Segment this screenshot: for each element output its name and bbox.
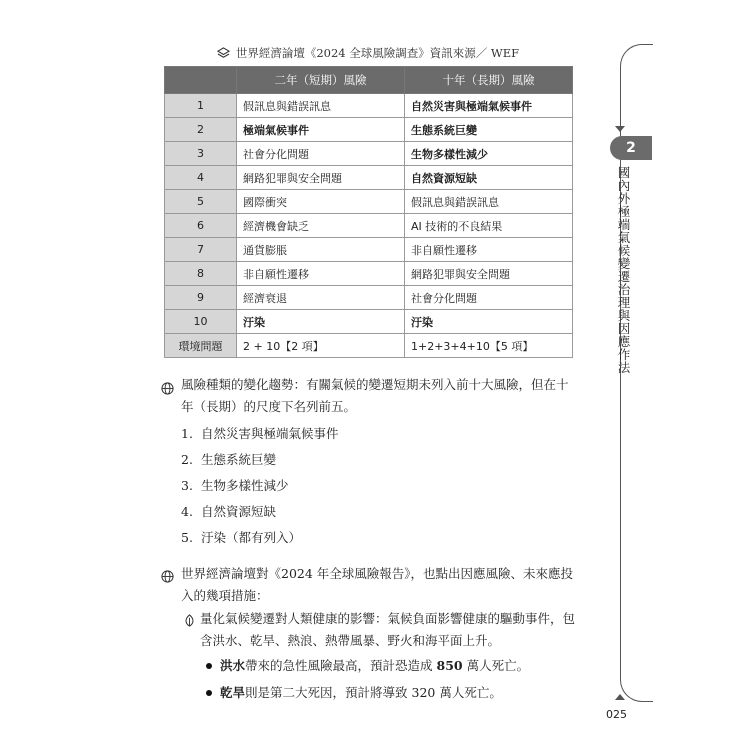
table-row bbox=[165, 118, 573, 142]
bullet-dot-icon bbox=[206, 690, 212, 696]
short-term-risk-cell: 非自願性遷移 bbox=[237, 262, 405, 286]
list-index: 4. bbox=[181, 504, 193, 519]
list-text: 自然資源短缺 bbox=[201, 504, 277, 519]
arrow-up-icon bbox=[615, 694, 625, 700]
table-row bbox=[165, 262, 573, 286]
rank-cell: 2 bbox=[165, 118, 237, 142]
list-index: 3. bbox=[181, 478, 193, 493]
list-text: 自然災害與極端氣候事件 bbox=[201, 426, 339, 441]
para2-line2: 入的幾項措施： bbox=[181, 588, 269, 603]
page-number: 025 bbox=[606, 708, 627, 721]
stack-icon bbox=[217, 47, 230, 60]
rank-cell: 10 bbox=[165, 310, 237, 334]
short-term-risk-cell: 經濟衰退 bbox=[237, 286, 405, 310]
risk-table bbox=[164, 66, 573, 358]
globe-icon bbox=[161, 570, 174, 583]
bullet-text: 則是第二大死因，預計將導致 bbox=[245, 685, 412, 700]
bullet-dot-icon bbox=[206, 663, 212, 669]
short-term-risk-cell: 汙染 bbox=[237, 310, 405, 334]
short-term-risk-cell: 假訊息與錯誤訊息 bbox=[237, 94, 405, 118]
globe-icon bbox=[161, 382, 174, 395]
bullet-text: 帶來的急性風險最高，預計恐造成 bbox=[245, 658, 437, 673]
table-row bbox=[165, 142, 573, 166]
rank-cell: 8 bbox=[165, 262, 237, 286]
list-item bbox=[181, 477, 289, 495]
table-row bbox=[165, 286, 573, 310]
para1-line2: 年（長期）的尺度下名列前五。 bbox=[181, 399, 357, 414]
arrow-down-icon bbox=[615, 126, 625, 132]
risk-trend-paragraph bbox=[181, 374, 581, 418]
table-row bbox=[165, 310, 573, 334]
short-term-risk-cell: 網路犯罪與安全問題 bbox=[237, 166, 405, 190]
header-long-term: 十年（長期）風險 bbox=[405, 67, 573, 94]
bullet-line bbox=[220, 684, 502, 702]
list-item bbox=[181, 425, 339, 443]
long-term-risk-cell: 1+2+3+4+10【5 項】 bbox=[405, 334, 573, 358]
table-header-row bbox=[165, 67, 573, 94]
list-text: 生態系統巨變 bbox=[201, 452, 277, 467]
table-row bbox=[165, 190, 573, 214]
long-term-risk-cell: 自然災害與極端氣候事件 bbox=[405, 94, 573, 118]
bullet-line bbox=[220, 657, 529, 675]
header-short-term: 二年（短期）風險 bbox=[237, 67, 405, 94]
rank-cell: 1 bbox=[165, 94, 237, 118]
para3-line2: 含洪水、乾旱、熱浪、熱帶風暴、野火和海平面上升。 bbox=[200, 633, 501, 648]
long-term-risk-cell: 網路犯罪與安全問題 bbox=[405, 262, 573, 286]
long-term-risk-cell: 社會分化問題 bbox=[405, 286, 573, 310]
long-term-risk-cell: 非自願性遷移 bbox=[405, 238, 573, 262]
table-caption bbox=[164, 44, 572, 62]
table-row bbox=[165, 214, 573, 238]
rank-cell: 5 bbox=[165, 190, 237, 214]
list-text: 生物多樣性減少 bbox=[201, 478, 289, 493]
rank-cell: 6 bbox=[165, 214, 237, 238]
para2-line1: 世界經濟論壇對《2024 年全球風險報告》，也點出因應風險、未來應投 bbox=[181, 566, 574, 581]
long-term-risk-cell: 生態系統巨變 bbox=[405, 118, 573, 142]
long-term-risk-cell: 自然資源短缺 bbox=[405, 166, 573, 190]
long-term-risk-cell: 汙染 bbox=[405, 310, 573, 334]
rank-cell: 4 bbox=[165, 166, 237, 190]
bullet-number: 320 bbox=[411, 685, 436, 700]
list-text: 汙染（都有列入） bbox=[201, 530, 302, 545]
chapter-number-badge: 2 bbox=[610, 136, 652, 160]
list-index: 1. bbox=[181, 426, 193, 441]
para1-line1: 風險種類的變化趨勢：有關氣候的變遷短期未列入前十大風險，但在十 bbox=[181, 377, 569, 392]
table-row bbox=[165, 238, 573, 262]
table-row bbox=[165, 166, 573, 190]
short-term-risk-cell: 國際衝突 bbox=[237, 190, 405, 214]
list-item bbox=[181, 451, 276, 469]
caption-text: 世界經濟論壇《2024 全球風險調查》資訊來源／ WEF bbox=[235, 46, 520, 60]
short-term-risk-cell: 2 + 10【2 項】 bbox=[237, 334, 405, 358]
long-term-risk-cell: 假訊息與錯誤訊息 bbox=[405, 190, 573, 214]
long-term-risk-cell: AI 技術的不良結果 bbox=[405, 214, 573, 238]
rank-cell: 環境問題 bbox=[165, 334, 237, 358]
bullet-keyword: 洪水 bbox=[220, 658, 246, 673]
measures-paragraph bbox=[181, 563, 591, 607]
bullet-text-end: 萬人死亡。 bbox=[435, 685, 502, 700]
para3-line1: 量化氣候變遷對人類健康的影響：氣候負面影響健康的驅動事件，包 bbox=[200, 611, 576, 626]
chapter-title: 國內外極端氣候變遷治理與因應作法 bbox=[616, 166, 631, 374]
leaf-icon bbox=[183, 614, 196, 627]
rank-cell: 3 bbox=[165, 142, 237, 166]
table-row bbox=[165, 334, 573, 358]
rank-cell: 9 bbox=[165, 286, 237, 310]
list-index: 2. bbox=[181, 452, 193, 467]
bullet-text-end: 萬人死亡。 bbox=[462, 658, 530, 673]
health-impact-paragraph bbox=[200, 608, 600, 652]
rank-cell: 7 bbox=[165, 238, 237, 262]
list-index: 5. bbox=[181, 530, 193, 545]
list-item bbox=[181, 503, 276, 521]
table-row bbox=[165, 94, 573, 118]
header-rank bbox=[165, 67, 237, 94]
long-term-risk-cell: 生物多樣性減少 bbox=[405, 142, 573, 166]
short-term-risk-cell: 極端氣候事件 bbox=[237, 118, 405, 142]
short-term-risk-cell: 社會分化問題 bbox=[237, 142, 405, 166]
short-term-risk-cell: 通貨膨脹 bbox=[237, 238, 405, 262]
short-term-risk-cell: 經濟機會缺乏 bbox=[237, 214, 405, 238]
list-item bbox=[181, 529, 301, 547]
bullet-keyword: 乾旱 bbox=[220, 685, 246, 700]
bullet-number: 850 bbox=[436, 658, 463, 673]
